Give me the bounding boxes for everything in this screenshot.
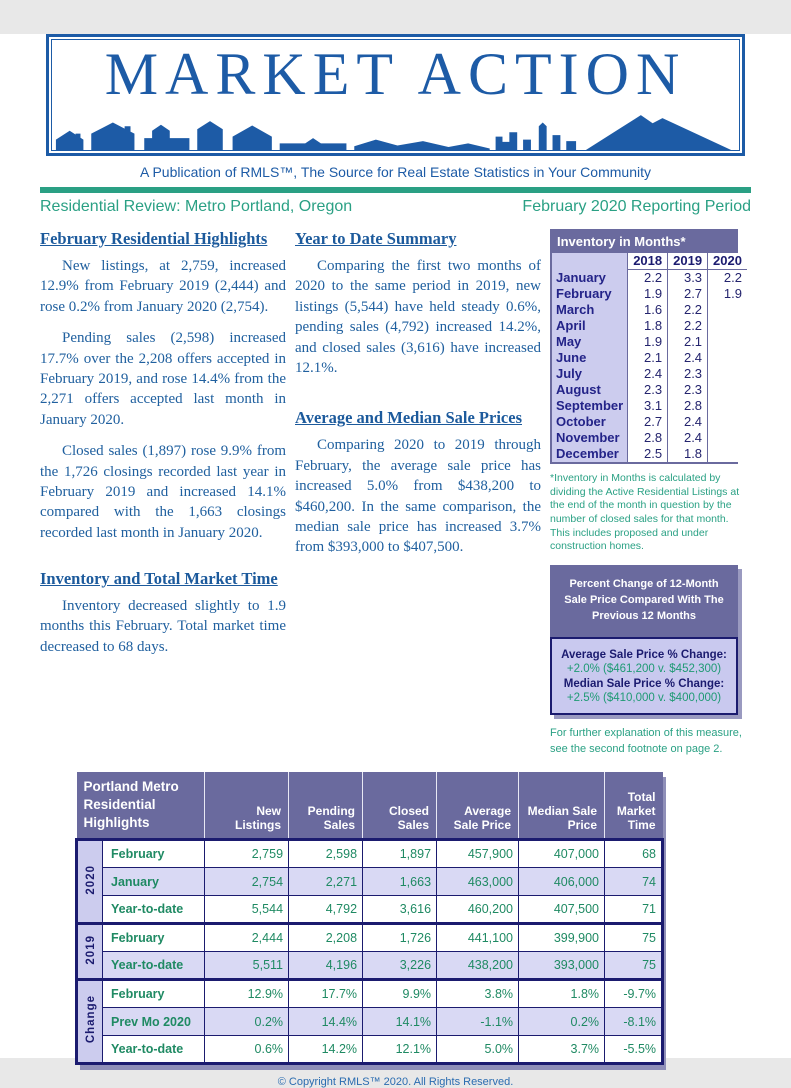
column-header-average-sale-price: Average Sale Price (437, 772, 519, 840)
reporting-period: February 2020 Reporting Period (522, 198, 751, 215)
residential-highlights-table (75, 772, 661, 1066)
inventory-value-cell: 2.3 (628, 382, 668, 398)
inventory-corner-cell (552, 253, 628, 270)
inventory-value-cell: 2.7 (668, 286, 708, 302)
inventory-row (552, 382, 747, 398)
column-header-pending-sales: Pending Sales (289, 772, 363, 840)
value-cell: 71 (605, 896, 663, 924)
value-cell: 438,200 (437, 952, 519, 980)
inventory-month-label: April (552, 318, 628, 334)
value-cell: 2,271 (289, 868, 363, 896)
inventory-row (552, 446, 747, 462)
value-cell: -9.7% (605, 980, 663, 1008)
paragraph-ytd-summary: Comparing the first two months of 2020 to the same period in 2019, new listings (5,544) have held steady 0.6%, pending sales (4,792) increased 14.2%, and closed sales (3,616) have increased 12.1%. (295, 258, 541, 376)
logo-title: MARKET ACTION (104, 41, 687, 107)
green-divider-bar (40, 187, 751, 193)
paragraph-pending-sales: Pending sales (2,598) increased 17.7% over the 2,208 offers accepted in February 2019, and rose 14.4% from the 2,271 offers accepted last month in January 2020. (40, 330, 286, 428)
value-cell: 14.1% (363, 1008, 437, 1036)
table-row (77, 896, 663, 924)
heading-inventory-market-time: Inventory and Total Market Time (40, 569, 278, 589)
inventory-month-label: December (552, 446, 628, 462)
group-label-cell: 2020 (77, 840, 103, 924)
inventory-value-cell: 2.1 (668, 334, 708, 350)
value-cell: 14.2% (289, 1036, 363, 1064)
row-label-cell: Year-to-date (103, 952, 205, 980)
value-cell: 68 (605, 840, 663, 868)
value-cell: 14.4% (289, 1008, 363, 1036)
heading-february-highlights: February Residential Highlights (40, 229, 268, 248)
inventory-row (552, 350, 747, 366)
inventory-year-2018: 2018 (628, 253, 668, 270)
column-header-total-market-time: Total Market Time (605, 772, 663, 840)
group-label-cell: 2019 (77, 924, 103, 980)
value-cell: 399,900 (519, 924, 605, 952)
report-subheader (40, 198, 751, 216)
inventory-value-cell: 2.4 (628, 366, 668, 382)
review-title: Residential Review: Metro Portland, Oregon (40, 198, 353, 215)
row-label-cell: February (103, 924, 205, 952)
median-sale-price-change-value: +2.5% ($410,000 v. $400,000) (566, 691, 722, 704)
table-row (77, 1008, 663, 1036)
value-cell: 12.1% (363, 1036, 437, 1064)
main-table-header-row (77, 772, 663, 840)
median-sale-price-change-label: Median Sale Price % Change: (563, 677, 725, 690)
value-cell: 463,000 (437, 868, 519, 896)
inventory-row (552, 286, 747, 302)
value-cell: 4,196 (289, 952, 363, 980)
paragraph-new-listings: New listings, at 2,759, increased 12.9% from February 2019 (2,444) and rose 0.2% from January 2020 (2,754). (40, 258, 286, 315)
inventory-month-label: January (552, 270, 628, 287)
row-label-cell: January (103, 868, 205, 896)
value-cell: 0.2% (519, 1008, 605, 1036)
table-row (77, 1036, 663, 1064)
inventory-value-cell: 1.9 (628, 286, 668, 302)
value-cell: 5,544 (205, 896, 289, 924)
row-label-cell: Year-to-date (103, 896, 205, 924)
inventory-value-cell (708, 446, 747, 462)
value-cell: 1,663 (363, 868, 437, 896)
content-columns (40, 229, 751, 758)
value-cell: 406,000 (519, 868, 605, 896)
percent-change-note: For further explanation of this measure, see the second footnote on page 2. (550, 726, 742, 756)
value-cell: 457,900 (437, 840, 519, 868)
inventory-value-cell: 2.1 (628, 350, 668, 366)
copyright-line: © Copyright RMLS™ 2020. All Rights Reserved. (277, 1076, 514, 1088)
inventory-year-header-row (552, 253, 747, 270)
inventory-value-cell: 2.2 (668, 318, 708, 334)
inventory-row (552, 270, 747, 287)
newsletter-page (0, 34, 791, 1088)
value-cell: 2,208 (289, 924, 363, 952)
value-cell: 75 (605, 952, 663, 980)
publication-tagline: A Publication of RMLS™, The Source for Real Estate Statistics in Your Community (140, 164, 651, 180)
value-cell: 407,000 (519, 840, 605, 868)
column-summary (295, 229, 541, 758)
inventory-value-cell: 2.8 (628, 430, 668, 446)
inventory-table-title: Inventory in Months* (552, 231, 736, 253)
value-cell: 1,897 (363, 840, 437, 868)
value-cell: 5.0% (437, 1036, 519, 1064)
percent-change-body (550, 637, 738, 715)
value-cell: 74 (605, 868, 663, 896)
inventory-value-cell: 2.5 (628, 446, 668, 462)
percent-change-title: Percent Change of 12-Month Sale Price Compared With The Previous 12 Months (550, 565, 738, 637)
inventory-value-cell: 1.6 (628, 302, 668, 318)
value-cell: 1,726 (363, 924, 437, 952)
inventory-month-label: September (552, 398, 628, 414)
value-cell: 3.7% (519, 1036, 605, 1064)
inventory-value-cell (708, 398, 747, 414)
inventory-row (552, 366, 747, 382)
value-cell: 441,100 (437, 924, 519, 952)
main-table-corner-title: Portland Metro Residential Highlights (77, 772, 205, 840)
row-label-cell: Year-to-date (103, 1036, 205, 1064)
inventory-value-cell: 2.7 (628, 414, 668, 430)
inventory-row (552, 302, 747, 318)
inventory-month-label: June (552, 350, 628, 366)
inventory-value-cell: 2.4 (668, 350, 708, 366)
average-sale-price-change-label: Average Sale Price % Change: (561, 648, 727, 661)
value-cell: 1.8% (519, 980, 605, 1008)
column-header-median-sale-price: Median Sale Price (519, 772, 605, 840)
inventory-value-cell (708, 302, 747, 318)
paragraph-closed-sales: Closed sales (1,897) rose 9.9% from the 1,726 closings recorded last year in February 2019 and increased 14.1% compared with the 1,663 closings recorded last month in January 2020. (40, 443, 286, 541)
column-header-new-listings: New Listings (205, 772, 289, 840)
heading-sale-prices: Average and Median Sale Prices (295, 408, 522, 428)
value-cell: 17.7% (289, 980, 363, 1008)
inventory-year-2020: 2020 (708, 253, 747, 270)
column-highlights (40, 229, 286, 758)
inventory-value-cell: 1.8 (628, 318, 668, 334)
inventory-value-cell: 3.1 (628, 398, 668, 414)
value-cell: 3,616 (363, 896, 437, 924)
inventory-month-label: February (552, 286, 628, 302)
value-cell: -8.1% (605, 1008, 663, 1036)
row-label-cell: February (103, 980, 205, 1008)
inventory-value-cell: 2.3 (668, 366, 708, 382)
paragraph-inventory-market-time: Inventory decreased slightly to 1.9 months this February. Total market time decreased to 68 days. (40, 598, 286, 655)
inventory-year-2019: 2019 (668, 253, 708, 270)
value-cell: -1.1% (437, 1008, 519, 1036)
inventory-month-label: May (552, 334, 628, 350)
row-label-cell: February (103, 840, 205, 868)
value-cell: 3.8% (437, 980, 519, 1008)
value-cell: 75 (605, 924, 663, 952)
inventory-value-cell: 2.2 (668, 302, 708, 318)
inventory-month-label: August (552, 382, 628, 398)
inventory-month-label: March (552, 302, 628, 318)
logo-inner-frame (51, 39, 740, 151)
inventory-row (552, 318, 747, 334)
inventory-value-cell (708, 334, 747, 350)
inventory-row (552, 414, 747, 430)
value-cell: -5.5% (605, 1036, 663, 1064)
table-row (77, 840, 663, 868)
inventory-value-cell: 2.8 (668, 398, 708, 414)
inventory-month-label: November (552, 430, 628, 446)
inventory-row (552, 430, 747, 446)
percent-change-box (550, 565, 738, 715)
value-cell: 460,200 (437, 896, 519, 924)
paragraph-sale-prices: Comparing 2020 to 2019 through February, the average sale price has increased 5.0% from $438,200 to $460,200. In the same comparison, the median sale price has increased 3.7% from $393,000 to $407,500. (295, 437, 541, 556)
value-cell: 0.2% (205, 1008, 289, 1036)
table-row (77, 924, 663, 952)
inventory-row (552, 334, 747, 350)
row-label-cell: Prev Mo 2020 (103, 1008, 205, 1036)
value-cell: 9.9% (363, 980, 437, 1008)
inventory-value-cell: 1.8 (668, 446, 708, 462)
value-cell: 3,226 (363, 952, 437, 980)
inventory-value-cell: 2.4 (668, 414, 708, 430)
inventory-value-cell: 3.3 (668, 270, 708, 287)
value-cell: 12.9% (205, 980, 289, 1008)
inventory-footnote: *Inventory in Months is calculated by dividing the Active Residential Listings at the end of the month in question by the number of closed sales for that month. This includes proposed and under construction homes. (550, 472, 740, 553)
inventory-value-cell: 2.3 (668, 382, 708, 398)
market-action-logo (46, 34, 745, 156)
average-sale-price-change-value: +2.0% ($461,200 v. $452,300) (566, 662, 722, 675)
city-skyline-graphic (52, 104, 739, 150)
value-cell: 4,792 (289, 896, 363, 924)
inventory-month-label: July (552, 366, 628, 382)
inventory-value-cell: 2.4 (668, 430, 708, 446)
inventory-row (552, 398, 747, 414)
inventory-value-cell: 2.2 (628, 270, 668, 287)
column-inventory (550, 229, 751, 758)
inventory-value-cell (708, 430, 747, 446)
value-cell: 5,511 (205, 952, 289, 980)
table-row (77, 952, 663, 980)
inventory-month-label: October (552, 414, 628, 430)
value-cell: 2,759 (205, 840, 289, 868)
value-cell: 0.6% (205, 1036, 289, 1064)
group-label-cell: Change (77, 980, 103, 1064)
inventory-value-cell (708, 318, 747, 334)
inventory-value-cell (708, 382, 747, 398)
inventory-value-cell: 2.2 (708, 270, 747, 287)
inventory-in-months-table (550, 229, 742, 464)
table-row (77, 980, 663, 1008)
inventory-value-cell (708, 414, 747, 430)
heading-ytd-summary: Year to Date Summary (295, 229, 457, 248)
value-cell: 2,754 (205, 868, 289, 896)
value-cell: 407,500 (519, 896, 605, 924)
value-cell: 2,444 (205, 924, 289, 952)
inventory-value-cell (708, 366, 747, 382)
inventory-value-cell: 1.9 (628, 334, 668, 350)
inventory-value-cell: 1.9 (708, 286, 747, 302)
value-cell: 2,598 (289, 840, 363, 868)
column-header-closed-sales: Closed Sales (363, 772, 437, 840)
inventory-value-cell (708, 350, 747, 366)
table-row (77, 868, 663, 896)
value-cell: 393,000 (519, 952, 605, 980)
